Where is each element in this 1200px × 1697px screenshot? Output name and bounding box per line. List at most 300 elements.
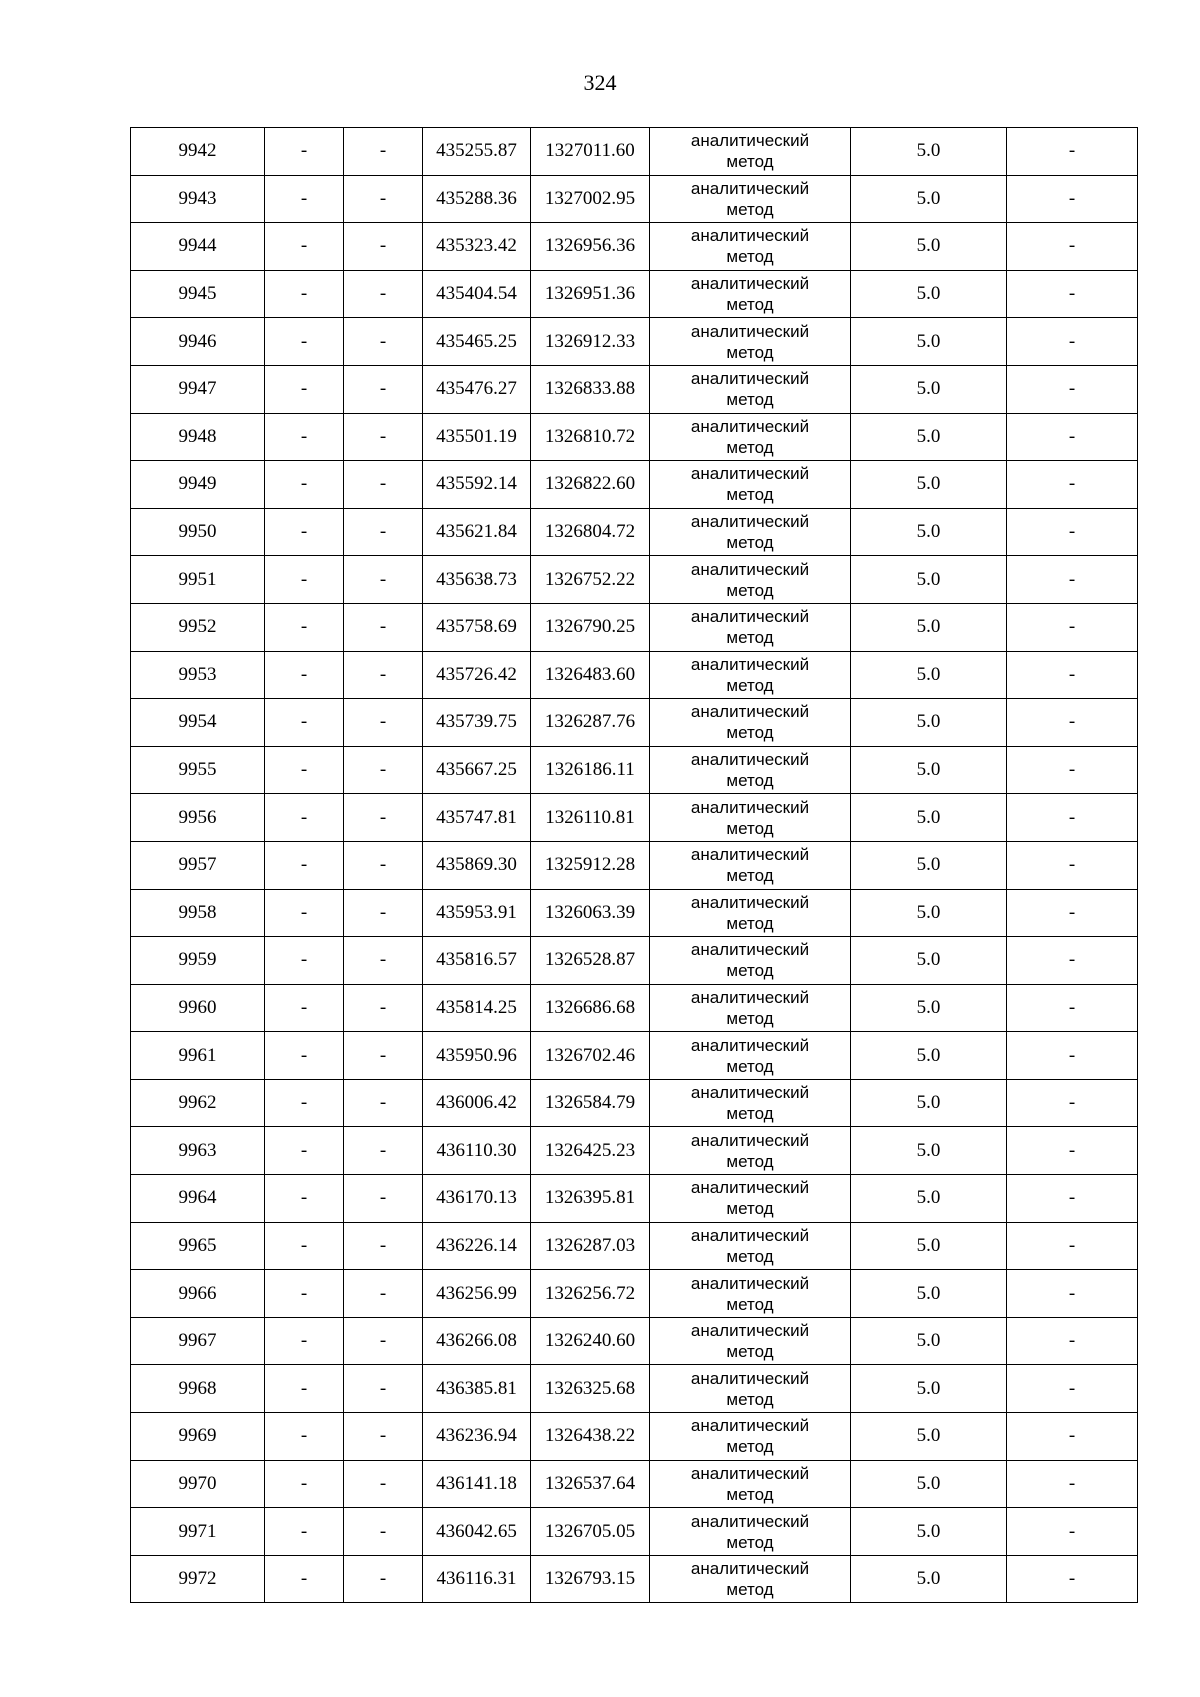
accuracy-cell: 5.0: [851, 1222, 1007, 1270]
note-cell: -: [1007, 1413, 1138, 1461]
empty-value-cell: -: [344, 699, 423, 747]
accuracy-cell: 5.0: [851, 223, 1007, 271]
y-coordinate-cell: 1326793.15: [531, 1555, 650, 1603]
empty-value-cell: -: [344, 1270, 423, 1318]
empty-value-cell: -: [265, 1508, 344, 1556]
y-coordinate-cell: 1326956.36: [531, 223, 650, 271]
x-coordinate-cell: 436006.42: [423, 1079, 531, 1127]
empty-value-cell: -: [265, 794, 344, 842]
empty-value-cell: -: [344, 603, 423, 651]
point-number-cell: 9961: [131, 1032, 265, 1080]
point-number-cell: 9968: [131, 1365, 265, 1413]
method-cell: [650, 1508, 851, 1556]
note-cell: -: [1007, 1317, 1138, 1365]
empty-value-cell: -: [265, 841, 344, 889]
table-row: [131, 603, 1138, 651]
y-coordinate-cell: 1326287.76: [531, 699, 650, 747]
point-number-cell: 9946: [131, 318, 265, 366]
table-row: [131, 1555, 1138, 1603]
x-coordinate-cell: 436170.13: [423, 1175, 531, 1223]
method-text-line1: аналитический: [690, 892, 810, 912]
note-cell: -: [1007, 318, 1138, 366]
method-cell: [650, 1175, 851, 1223]
method-text-line2: метод: [726, 771, 774, 791]
note-cell: -: [1007, 128, 1138, 176]
x-coordinate-cell: 435465.25: [423, 318, 531, 366]
method-text-line2: метод: [726, 580, 774, 600]
empty-value-cell: -: [265, 1460, 344, 1508]
method-text-line1: аналитический: [690, 1559, 810, 1579]
note-cell: -: [1007, 1032, 1138, 1080]
method-cell: [650, 1222, 851, 1270]
page-number: 324: [583, 70, 617, 95]
x-coordinate-cell: 436110.30: [423, 1127, 531, 1175]
empty-value-cell: -: [265, 413, 344, 461]
method-text-line1: аналитический: [690, 1321, 810, 1341]
method-text-line2: метод: [726, 1199, 774, 1219]
empty-value-cell: -: [265, 1032, 344, 1080]
accuracy-cell: 5.0: [851, 175, 1007, 223]
empty-value-cell: -: [265, 889, 344, 937]
table-row: [131, 1460, 1138, 1508]
x-coordinate-cell: 435501.19: [423, 413, 531, 461]
method-text-line2: метод: [726, 1008, 774, 1028]
empty-value-cell: -: [344, 318, 423, 366]
method-text-line1: аналитический: [690, 1083, 810, 1103]
method-text-line2: метод: [726, 1056, 774, 1076]
table-row: [131, 1365, 1138, 1413]
method-text-line2: метод: [726, 295, 774, 315]
method-text-line1: аналитический: [690, 1463, 810, 1483]
method-text-line1: аналитический: [690, 226, 810, 246]
table-row: [131, 794, 1138, 842]
method-text-line1: аналитический: [690, 987, 810, 1007]
point-number-cell: 9948: [131, 413, 265, 461]
empty-value-cell: -: [344, 794, 423, 842]
method-text-line1: аналитический: [690, 940, 810, 960]
table-row: [131, 1270, 1138, 1318]
empty-value-cell: -: [265, 128, 344, 176]
y-coordinate-cell: 1326425.23: [531, 1127, 650, 1175]
method-text-line1: аналитический: [690, 1035, 810, 1055]
point-number-cell: 9942: [131, 128, 265, 176]
x-coordinate-cell: 435404.54: [423, 270, 531, 318]
method-cell: [650, 413, 851, 461]
method-text-line2: метод: [726, 533, 774, 553]
accuracy-cell: 5.0: [851, 1127, 1007, 1175]
accuracy-cell: 5.0: [851, 603, 1007, 651]
table-row: [131, 1317, 1138, 1365]
empty-value-cell: -: [344, 365, 423, 413]
empty-value-cell: -: [265, 365, 344, 413]
table-row: [131, 889, 1138, 937]
table-row: [131, 841, 1138, 889]
method-text-line1: аналитический: [690, 1368, 810, 1388]
method-cell: [650, 1079, 851, 1127]
method-cell: [650, 508, 851, 556]
y-coordinate-cell: 1326833.88: [531, 365, 650, 413]
table-row: [131, 461, 1138, 509]
y-coordinate-cell: 1326186.11: [531, 746, 650, 794]
accuracy-cell: 5.0: [851, 556, 1007, 604]
note-cell: -: [1007, 1460, 1138, 1508]
method-text-line1: аналитический: [690, 607, 810, 627]
method-cell: [650, 1413, 851, 1461]
method-text-line1: аналитический: [690, 845, 810, 865]
table-row: [131, 1222, 1138, 1270]
empty-value-cell: -: [265, 699, 344, 747]
accuracy-cell: 5.0: [851, 1365, 1007, 1413]
y-coordinate-cell: 1326395.81: [531, 1175, 650, 1223]
point-number-cell: 9954: [131, 699, 265, 747]
note-cell: -: [1007, 794, 1138, 842]
table-row: [131, 413, 1138, 461]
empty-value-cell: -: [344, 1460, 423, 1508]
y-coordinate-cell: 1326325.68: [531, 1365, 650, 1413]
y-coordinate-cell: 1326752.22: [531, 556, 650, 604]
table-row: [131, 556, 1138, 604]
accuracy-cell: 5.0: [851, 1555, 1007, 1603]
method-text-line1: аналитический: [690, 702, 810, 722]
method-text-line2: метод: [726, 818, 774, 838]
method-text-line2: метод: [726, 485, 774, 505]
table-body: [131, 128, 1138, 1603]
point-number-cell: 9951: [131, 556, 265, 604]
method-text-line2: метод: [726, 913, 774, 933]
method-cell: [650, 984, 851, 1032]
method-cell: [650, 365, 851, 413]
method-text-line2: метод: [726, 628, 774, 648]
x-coordinate-cell: 435638.73: [423, 556, 531, 604]
y-coordinate-cell: 1326584.79: [531, 1079, 650, 1127]
accuracy-cell: 5.0: [851, 794, 1007, 842]
method-text-line2: метод: [726, 199, 774, 219]
accuracy-cell: 5.0: [851, 937, 1007, 985]
y-coordinate-cell: 1326256.72: [531, 1270, 650, 1318]
method-text-line1: аналитический: [690, 464, 810, 484]
method-text-line1: аналитический: [690, 559, 810, 579]
empty-value-cell: -: [344, 937, 423, 985]
table-row: [131, 128, 1138, 176]
empty-value-cell: -: [265, 556, 344, 604]
method-cell: [650, 603, 851, 651]
x-coordinate-cell: 435621.84: [423, 508, 531, 556]
method-text-line1: аналитический: [690, 654, 810, 674]
point-number-cell: 9957: [131, 841, 265, 889]
empty-value-cell: -: [344, 1222, 423, 1270]
empty-value-cell: -: [344, 1555, 423, 1603]
empty-value-cell: -: [265, 270, 344, 318]
note-cell: -: [1007, 508, 1138, 556]
x-coordinate-cell: 436116.31: [423, 1555, 531, 1603]
y-coordinate-cell: 1326287.03: [531, 1222, 650, 1270]
empty-value-cell: -: [344, 984, 423, 1032]
x-coordinate-cell: 436141.18: [423, 1460, 531, 1508]
accuracy-cell: 5.0: [851, 1317, 1007, 1365]
note-cell: -: [1007, 556, 1138, 604]
x-coordinate-cell: 435667.25: [423, 746, 531, 794]
x-coordinate-cell: 436385.81: [423, 1365, 531, 1413]
empty-value-cell: -: [344, 651, 423, 699]
y-coordinate-cell: 1326537.64: [531, 1460, 650, 1508]
x-coordinate-cell: 435739.75: [423, 699, 531, 747]
x-coordinate-cell: 435953.91: [423, 889, 531, 937]
x-coordinate-cell: 436256.99: [423, 1270, 531, 1318]
method-text-line2: метод: [726, 247, 774, 267]
method-text-line2: метод: [726, 1437, 774, 1457]
method-text-line1: аналитический: [690, 1225, 810, 1245]
accuracy-cell: 5.0: [851, 841, 1007, 889]
empty-value-cell: -: [265, 1079, 344, 1127]
x-coordinate-cell: 435869.30: [423, 841, 531, 889]
empty-value-cell: -: [265, 1317, 344, 1365]
accuracy-cell: 5.0: [851, 746, 1007, 794]
point-number-cell: 9967: [131, 1317, 265, 1365]
x-coordinate-cell: 435726.42: [423, 651, 531, 699]
method-cell: [650, 128, 851, 176]
note-cell: -: [1007, 1175, 1138, 1223]
method-text-line1: аналитический: [690, 1130, 810, 1150]
table-row: [131, 223, 1138, 271]
method-text-line2: метод: [726, 1246, 774, 1266]
empty-value-cell: -: [265, 1270, 344, 1318]
table-row: [131, 1508, 1138, 1556]
point-number-cell: 9944: [131, 223, 265, 271]
empty-value-cell: -: [344, 1079, 423, 1127]
method-cell: [650, 794, 851, 842]
empty-value-cell: -: [344, 889, 423, 937]
point-number-cell: 9971: [131, 1508, 265, 1556]
method-text-line1: аналитический: [690, 512, 810, 532]
accuracy-cell: 5.0: [851, 461, 1007, 509]
method-text-line2: метод: [726, 1104, 774, 1124]
empty-value-cell: -: [265, 318, 344, 366]
method-text-line2: метод: [726, 1294, 774, 1314]
method-text-line2: метод: [726, 1151, 774, 1171]
note-cell: -: [1007, 746, 1138, 794]
point-number-cell: 9966: [131, 1270, 265, 1318]
accuracy-cell: 5.0: [851, 270, 1007, 318]
empty-value-cell: -: [344, 1508, 423, 1556]
accuracy-cell: 5.0: [851, 1079, 1007, 1127]
method-text-line2: метод: [726, 1484, 774, 1504]
point-number-cell: 9955: [131, 746, 265, 794]
y-coordinate-cell: 1326912.33: [531, 318, 650, 366]
y-coordinate-cell: 1326702.46: [531, 1032, 650, 1080]
empty-value-cell: -: [344, 1032, 423, 1080]
point-number-cell: 9962: [131, 1079, 265, 1127]
accuracy-cell: 5.0: [851, 699, 1007, 747]
point-number-cell: 9965: [131, 1222, 265, 1270]
note-cell: -: [1007, 1555, 1138, 1603]
empty-value-cell: -: [265, 603, 344, 651]
note-cell: -: [1007, 223, 1138, 271]
note-cell: -: [1007, 984, 1138, 1032]
method-cell: [650, 889, 851, 937]
accuracy-cell: 5.0: [851, 365, 1007, 413]
method-text-line1: аналитический: [690, 750, 810, 770]
method-text-line1: аналитический: [690, 1273, 810, 1293]
x-coordinate-cell: 435950.96: [423, 1032, 531, 1080]
empty-value-cell: -: [265, 461, 344, 509]
table-row: [131, 699, 1138, 747]
x-coordinate-cell: 435476.27: [423, 365, 531, 413]
accuracy-cell: 5.0: [851, 1032, 1007, 1080]
method-cell: [650, 1460, 851, 1508]
method-text-line1: аналитический: [690, 369, 810, 389]
table-row: [131, 365, 1138, 413]
table-row: [131, 508, 1138, 556]
method-cell: [650, 556, 851, 604]
point-number-cell: 9952: [131, 603, 265, 651]
note-cell: -: [1007, 651, 1138, 699]
method-text-line2: метод: [726, 152, 774, 172]
x-coordinate-cell: 435323.42: [423, 223, 531, 271]
y-coordinate-cell: 1326822.60: [531, 461, 650, 509]
method-text-line2: метод: [726, 1389, 774, 1409]
method-text-line1: аналитический: [690, 1178, 810, 1198]
point-number-cell: 9969: [131, 1413, 265, 1461]
point-number-cell: 9956: [131, 794, 265, 842]
empty-value-cell: -: [344, 1127, 423, 1175]
method-text-line2: метод: [726, 723, 774, 743]
x-coordinate-cell: 435592.14: [423, 461, 531, 509]
point-number-cell: 9970: [131, 1460, 265, 1508]
method-text-line1: аналитический: [690, 1511, 810, 1531]
note-cell: -: [1007, 413, 1138, 461]
point-number-cell: 9958: [131, 889, 265, 937]
y-coordinate-cell: 1326951.36: [531, 270, 650, 318]
table-row: [131, 651, 1138, 699]
table-row: [131, 1127, 1138, 1175]
empty-value-cell: -: [344, 746, 423, 794]
method-cell: [650, 1127, 851, 1175]
accuracy-cell: 5.0: [851, 318, 1007, 366]
y-coordinate-cell: 1327011.60: [531, 128, 650, 176]
empty-value-cell: -: [265, 1127, 344, 1175]
method-text-line2: метод: [726, 675, 774, 695]
note-cell: -: [1007, 1127, 1138, 1175]
point-number-cell: 9950: [131, 508, 265, 556]
method-cell: [650, 1032, 851, 1080]
empty-value-cell: -: [344, 841, 423, 889]
y-coordinate-cell: 1325912.28: [531, 841, 650, 889]
point-number-cell: 9972: [131, 1555, 265, 1603]
method-cell: [650, 841, 851, 889]
method-text-line1: аналитический: [690, 274, 810, 294]
note-cell: -: [1007, 1365, 1138, 1413]
empty-value-cell: -: [265, 984, 344, 1032]
method-text-line2: метод: [726, 1342, 774, 1362]
table-row: [131, 937, 1138, 985]
method-cell: [650, 270, 851, 318]
table-row: [131, 175, 1138, 223]
point-number-cell: 9949: [131, 461, 265, 509]
method-cell: [650, 1317, 851, 1365]
method-text-line1: аналитический: [690, 416, 810, 436]
accuracy-cell: 5.0: [851, 508, 1007, 556]
x-coordinate-cell: 435816.57: [423, 937, 531, 985]
point-number-cell: 9943: [131, 175, 265, 223]
empty-value-cell: -: [344, 1175, 423, 1223]
table-row: [131, 318, 1138, 366]
method-cell: [650, 1270, 851, 1318]
y-coordinate-cell: 1326810.72: [531, 413, 650, 461]
empty-value-cell: -: [265, 651, 344, 699]
note-cell: -: [1007, 1222, 1138, 1270]
accuracy-cell: 5.0: [851, 1460, 1007, 1508]
x-coordinate-cell: 435758.69: [423, 603, 531, 651]
accuracy-cell: 5.0: [851, 413, 1007, 461]
y-coordinate-cell: 1326804.72: [531, 508, 650, 556]
x-coordinate-cell: 436042.65: [423, 1508, 531, 1556]
empty-value-cell: -: [344, 1413, 423, 1461]
x-coordinate-cell: 435747.81: [423, 794, 531, 842]
note-cell: -: [1007, 841, 1138, 889]
method-cell: [650, 318, 851, 366]
accuracy-cell: 5.0: [851, 1270, 1007, 1318]
table-row: [131, 270, 1138, 318]
method-text-line2: метод: [726, 437, 774, 457]
method-text-line1: аналитический: [690, 178, 810, 198]
table-row: [131, 984, 1138, 1032]
method-cell: [650, 1555, 851, 1603]
x-coordinate-cell: 436266.08: [423, 1317, 531, 1365]
x-coordinate-cell: 435814.25: [423, 984, 531, 1032]
point-number-cell: 9953: [131, 651, 265, 699]
empty-value-cell: -: [265, 223, 344, 271]
point-number-cell: 9964: [131, 1175, 265, 1223]
method-cell: [650, 746, 851, 794]
empty-value-cell: -: [265, 175, 344, 223]
empty-value-cell: -: [265, 1222, 344, 1270]
empty-value-cell: -: [344, 556, 423, 604]
empty-value-cell: -: [265, 1413, 344, 1461]
note-cell: -: [1007, 461, 1138, 509]
empty-value-cell: -: [265, 1365, 344, 1413]
point-number-cell: 9960: [131, 984, 265, 1032]
y-coordinate-cell: 1326705.05: [531, 1508, 650, 1556]
method-cell: [650, 937, 851, 985]
table-row: [131, 746, 1138, 794]
empty-value-cell: -: [344, 508, 423, 556]
coordinates-table: [130, 127, 1138, 1603]
method-text-line2: метод: [726, 342, 774, 362]
x-coordinate-cell: 435255.87: [423, 128, 531, 176]
empty-value-cell: -: [344, 1365, 423, 1413]
note-cell: -: [1007, 1508, 1138, 1556]
empty-value-cell: -: [344, 128, 423, 176]
point-number-cell: 9947: [131, 365, 265, 413]
note-cell: -: [1007, 175, 1138, 223]
y-coordinate-cell: 1326110.81: [531, 794, 650, 842]
note-cell: -: [1007, 365, 1138, 413]
empty-value-cell: -: [265, 746, 344, 794]
accuracy-cell: 5.0: [851, 128, 1007, 176]
x-coordinate-cell: 436226.14: [423, 1222, 531, 1270]
empty-value-cell: -: [265, 1175, 344, 1223]
point-number-cell: 9945: [131, 270, 265, 318]
accuracy-cell: 5.0: [851, 1413, 1007, 1461]
method-text-line1: аналитический: [690, 1416, 810, 1436]
empty-value-cell: -: [344, 223, 423, 271]
empty-value-cell: -: [344, 1317, 423, 1365]
method-text-line1: аналитический: [690, 131, 810, 151]
table-row: [131, 1079, 1138, 1127]
empty-value-cell: -: [344, 413, 423, 461]
note-cell: -: [1007, 1270, 1138, 1318]
method-cell: [650, 223, 851, 271]
